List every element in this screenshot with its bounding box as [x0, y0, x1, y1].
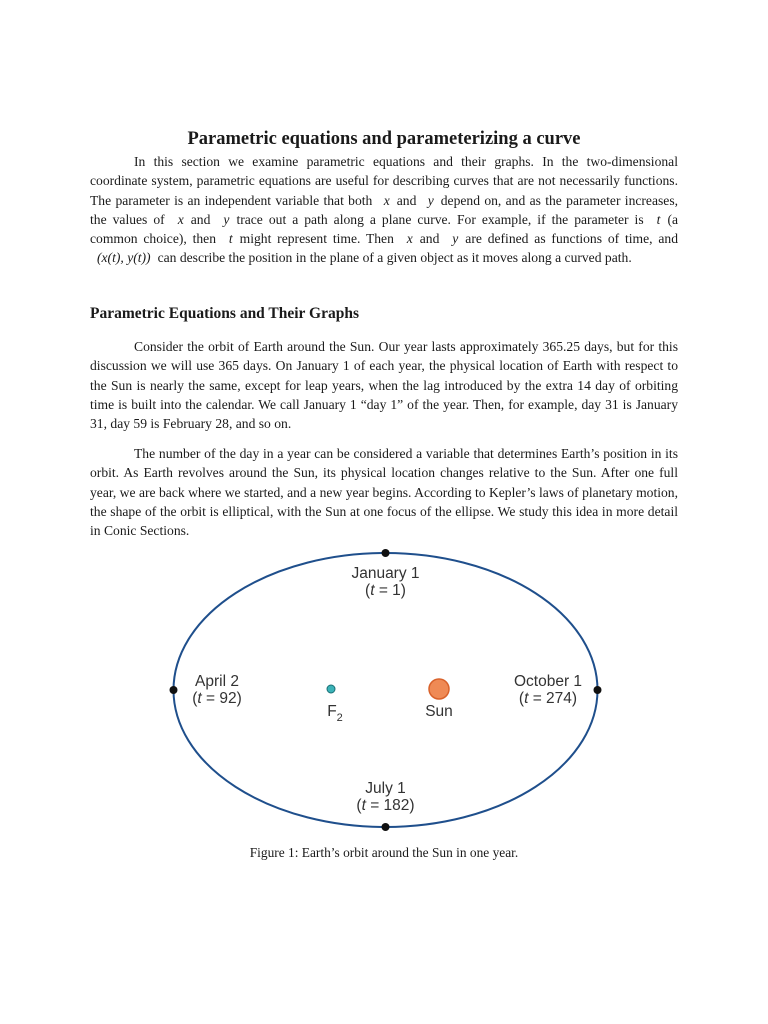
july-t-label: (t = 182): [356, 797, 415, 814]
math-pair-xt-yt: (x(t), y(t)): [97, 250, 151, 266]
intro-text-3: depend on, and as the parameter increases, the values of: [90, 192, 679, 227]
october-label: October 1: [513, 673, 583, 690]
sun-icon: [429, 679, 449, 699]
focus-f2-label: $F_2$: [327, 703, 343, 724]
intro-text-10: can describe the position in the plane of a given object as it moves along a curved path.: [157, 250, 632, 266]
math-var-y: y: [452, 231, 459, 247]
january-label: January 1: [351, 565, 420, 582]
intro-text-1: In this section we examine parametric equations and their graphs. In the two-dimensional coordinate system, parametric equations are useful for describing curves that are not necessarily functions. The parameter is an independent variable that both: [90, 154, 678, 208]
math-var-y: y: [427, 192, 434, 208]
sun-label: Sun: [425, 703, 453, 720]
intro-text-7: might represent time. Then: [239, 231, 394, 247]
intro-text-2: and: [396, 192, 417, 208]
kepler-paragraph: The number of the day in a year can be considered a variable that determines Earth’s position in its orbit. As Earth revolves around the Sun, its physical location changes relative to the Sun. After one full year, we are back where we started, and a new year begins. According to Kepler’s laws of planetary motion, the shape of the orbit is elliptical, with the Sun at one focus of the ellipse. We study this idea in more detail in Conic Sections.: [90, 446, 678, 539]
math-var-t: t: [228, 231, 233, 247]
january-marker: [382, 549, 390, 557]
math-var-y: y: [223, 211, 230, 227]
orbit-paragraph: Consider the orbit of Earth around the Sun. Our year lasts approximately 365.25 days, but for this discussion we will use 365 days. On January 1 of each year, the physical location of Earth with respect to the Sun is nearly the same, except for leap years, when the lag introduced by the extra 14 day of orbiting time is built into the calendar. We call January 1 “day 1” of the year. Then, for example, day 31 is January 31, day 59 is February 28, and so on.: [90, 339, 678, 432]
intro-text-8: and: [419, 231, 440, 247]
intro-text-6: (a common choice), then: [90, 211, 678, 247]
page-title: Parametric equations and parameterizing a curve: [187, 129, 581, 149]
math-var-x: x: [383, 192, 390, 208]
math-var-t: t: [656, 211, 661, 227]
figure-caption: Figure 1: Earth’s orbit around the Sun in one year.: [249, 845, 519, 860]
july-marker: [382, 823, 390, 831]
january-t-label: (t = 1): [365, 582, 406, 599]
october-marker: [594, 686, 602, 694]
intro-text-4: and: [190, 211, 211, 227]
april-t-label: (t = 92): [192, 690, 242, 707]
math-var-x: x: [177, 211, 184, 227]
intro-text-5: trace out a path along a plane curve. For example, if the parameter is: [236, 211, 644, 227]
focus-f2-dot: [327, 685, 335, 693]
april-label: April 2: [195, 673, 239, 690]
section-heading: Parametric Equations and Their Graphs: [90, 305, 359, 322]
july-label: July 1: [365, 780, 406, 797]
april-marker: [170, 686, 178, 694]
math-var-x: x: [406, 231, 413, 247]
intro-text-9: are defined as functions of time, and: [465, 231, 678, 247]
october-t-label: (t = 274): [518, 690, 578, 707]
